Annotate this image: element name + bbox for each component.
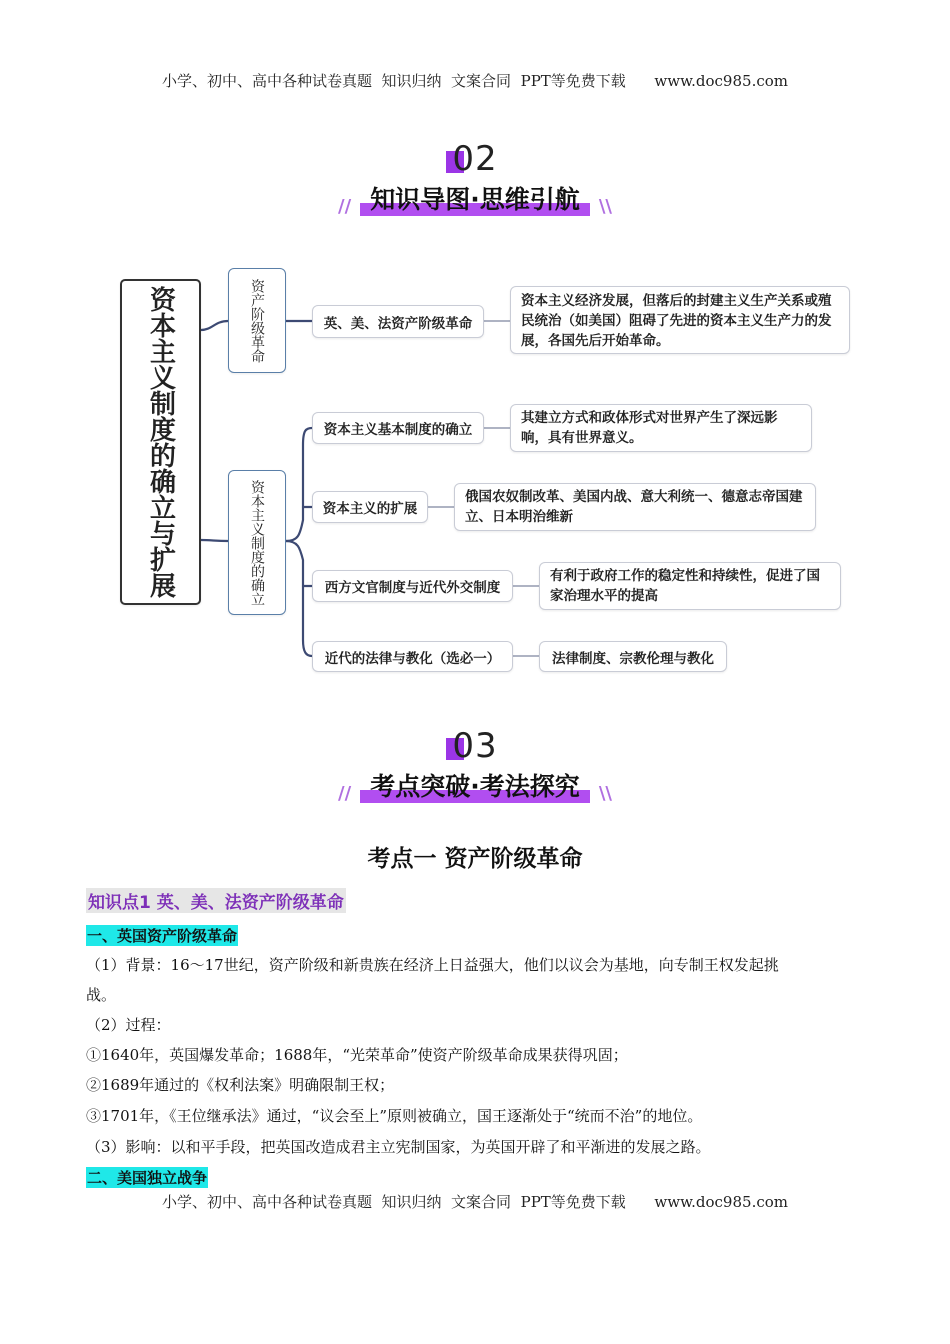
subsection-title: 二、美国独立战争 (87, 1169, 208, 1187)
item-label: 资本主义基本制度的确立 (323, 422, 473, 438)
section-title-text: 考点突破·考法探究 (370, 772, 580, 801)
page-footer: 小学、初中、高中各种试卷真题 知识归纳 文案合同 PPT等免费下载 www.doc985.com (161, 1193, 788, 1211)
connector-root-branch2 (201, 540, 228, 541)
section-number (0, 726, 950, 766)
desc-text: 法律制度、宗教伦理与教化 (552, 650, 714, 667)
mindmap-desc-civil-service (539, 562, 841, 610)
mindmap-item-civil-service (312, 570, 513, 602)
section-title-text: 知识导图·思维引航 (370, 185, 580, 214)
item-label: 资本主义的扩展 (322, 501, 418, 517)
body-line: 战。 (86, 986, 117, 1004)
connector-root-branch1 (201, 321, 228, 330)
body-line: （1）背景：16～17世纪，资产阶级和新贵族在经济上日益强大，他们以议会为基地，向专制王权发起挑 (86, 956, 779, 974)
item-label: 西方文官制度与近代外交制度 (324, 580, 501, 596)
section-title: // 考点突破·考法探究 \\ (338, 772, 612, 804)
mindmap-desc-expansion (454, 483, 816, 531)
body-line: （3）影响：以和平手段，把英国改造成君主立宪制国家，为英国开辟了和平渐进的发展之路。 (86, 1138, 711, 1156)
mindmap-item-revolutions (312, 305, 484, 338)
section-title: // 知识导图·思维引航 \\ (338, 185, 612, 217)
branch-label: 资本主义制度的确立 (249, 479, 265, 606)
body-line: ①1640年，英国爆发革命；1688年，“光荣革命”使资产阶级革命成果获得巩固； (86, 1046, 628, 1064)
connector-branch2-up (286, 428, 312, 541)
section-number-text: 03 (452, 726, 498, 766)
branch-label: 资产阶级革命 (249, 278, 265, 363)
item-label: 英、美、法资产阶级革命 (323, 315, 473, 332)
mindmap-item-law (312, 641, 513, 672)
desc-text: 俄国农奴制改革、美国内战、意大利统一、德意志帝国建立、日本明治维新 (465, 489, 803, 525)
desc-text: 其建立方式和政体形式对世界产生了深远影响，具有世界意义。 (521, 410, 778, 446)
item-label: 近代的法律与教化（选必一） (324, 650, 501, 667)
connector-branch2-down (286, 541, 312, 656)
mindmap-root-label: 资本主义制度的确立与扩展 (145, 286, 176, 598)
section-number-text: 02 (452, 139, 498, 179)
desc-text: 有利于政府工作的稳定性和持续性，促进了国家治理水平的提高 (550, 568, 820, 604)
mindmap-root (120, 279, 201, 605)
page-header: 小学、初中、高中各种试卷真题 知识归纳 文案合同 PPT等免费下载 www.doc985.com (161, 72, 788, 90)
body-line: ③1701年，《王位继承法》通过，“议会至上”原则被确立，国王逐渐处于“统而不治”的地位。 (86, 1107, 703, 1125)
mindmap-desc-basic-system (510, 404, 812, 452)
mindmap-item-expansion (312, 491, 428, 523)
body-line: （2）过程： (86, 1016, 171, 1034)
mindmap-branch-establishment (228, 470, 286, 615)
point-title: 考点一 资产阶级革命 (367, 846, 583, 872)
mindmap-desc-revolutions (510, 286, 850, 354)
body-line: ②1689年通过的《权利法案》明确限制王权； (86, 1076, 395, 1094)
mindmap-desc-law (539, 641, 727, 672)
subsection-title: 一、英国资产阶级革命 (87, 927, 238, 945)
mindmap-branch-revolution (228, 268, 286, 373)
mindmap-item-basic-system (312, 412, 484, 444)
desc-text: 资本主义经济发展，但落后的封建主义生产关系或殖民统治（如美国）阻碍了先进的资本主义生产力的发展，各国先后开始革命。 (521, 293, 832, 349)
knowledge-point-title: 知识点1 英、美、法资产阶级革命 (86, 888, 346, 913)
